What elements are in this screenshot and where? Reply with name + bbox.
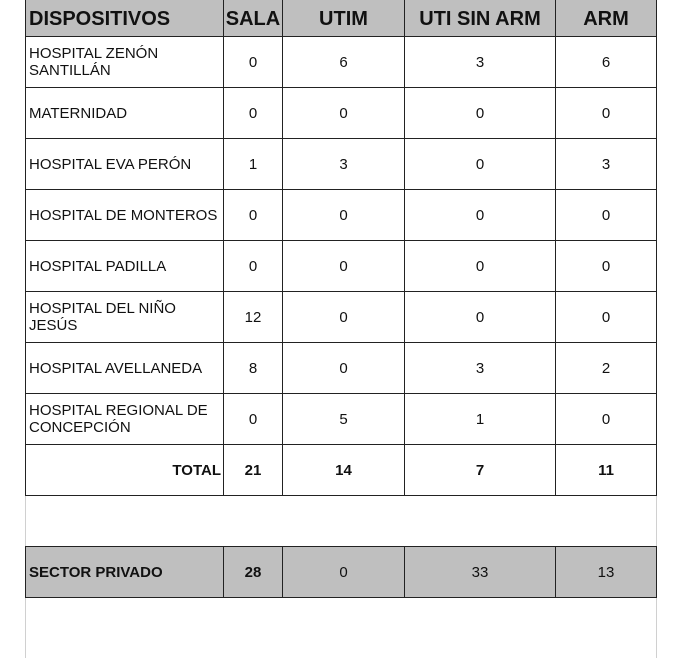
header-dispositivos[interactable]: DISPOSITIVOS <box>26 0 224 37</box>
private-label[interactable]: SECTOR PRIVADO <box>26 547 224 598</box>
total-uti-sin-arm[interactable]: 7 <box>405 445 556 496</box>
cell-arm[interactable]: 6 <box>556 37 657 88</box>
cell-uti-sin-arm[interactable]: 0 <box>405 139 556 190</box>
total-utim[interactable]: 14 <box>283 445 405 496</box>
private-arm[interactable]: 13 <box>556 547 657 598</box>
cell-name[interactable]: HOSPITAL AVELLANEDA <box>26 343 224 394</box>
empty-cell[interactable] <box>26 598 657 658</box>
cell-arm[interactable]: 0 <box>556 394 657 445</box>
cell-uti-sin-arm[interactable]: 0 <box>405 292 556 343</box>
cell-arm[interactable]: 0 <box>556 190 657 241</box>
cell-arm[interactable]: 0 <box>556 292 657 343</box>
cell-utim[interactable]: 0 <box>283 190 405 241</box>
private-uti-sin-arm[interactable]: 33 <box>405 547 556 598</box>
private-utim[interactable]: 0 <box>283 547 405 598</box>
table-row <box>26 88 657 139</box>
cell-name[interactable]: HOSPITAL DEL NIÑO JESÚS <box>26 292 224 343</box>
cell-sala[interactable]: 0 <box>224 37 283 88</box>
cell-sala[interactable]: 8 <box>224 343 283 394</box>
cell-name[interactable]: HOSPITAL DE MONTEROS <box>26 190 224 241</box>
private-sala[interactable]: 28 <box>224 547 283 598</box>
cell-uti-sin-arm[interactable]: 0 <box>405 88 556 139</box>
total-sala[interactable]: 21 <box>224 445 283 496</box>
cell-arm[interactable]: 0 <box>556 241 657 292</box>
header-row <box>26 0 657 37</box>
table-row <box>26 37 657 88</box>
cell-utim[interactable]: 6 <box>283 37 405 88</box>
cell-sala[interactable]: 0 <box>224 241 283 292</box>
table-row <box>26 139 657 190</box>
cell-uti-sin-arm[interactable]: 0 <box>405 190 556 241</box>
cell-arm[interactable]: 2 <box>556 343 657 394</box>
empty-cell[interactable] <box>26 496 657 547</box>
cell-name[interactable]: HOSPITAL REGIONAL DE CONCEPCIÓN <box>26 394 224 445</box>
table-row <box>26 292 657 343</box>
cell-utim[interactable]: 0 <box>283 292 405 343</box>
empty-row <box>26 598 657 658</box>
empty-row <box>26 496 657 547</box>
cell-utim[interactable]: 5 <box>283 394 405 445</box>
cell-utim[interactable]: 3 <box>283 139 405 190</box>
header-arm[interactable]: ARM <box>556 0 657 37</box>
header-sala[interactable]: SALA <box>224 0 283 37</box>
cell-sala[interactable]: 12 <box>224 292 283 343</box>
cell-name[interactable]: HOSPITAL PADILLA <box>26 241 224 292</box>
cell-uti-sin-arm[interactable]: 1 <box>405 394 556 445</box>
total-arm[interactable]: 11 <box>556 445 657 496</box>
cell-utim[interactable]: 0 <box>283 343 405 394</box>
cell-uti-sin-arm[interactable]: 3 <box>405 343 556 394</box>
cell-uti-sin-arm[interactable]: 3 <box>405 37 556 88</box>
cell-arm[interactable]: 3 <box>556 139 657 190</box>
cell-utim[interactable]: 0 <box>283 88 405 139</box>
table-row <box>26 394 657 445</box>
cell-sala[interactable]: 0 <box>224 88 283 139</box>
cell-uti-sin-arm[interactable]: 0 <box>405 241 556 292</box>
table-row <box>26 190 657 241</box>
total-row <box>26 445 657 496</box>
total-label[interactable]: TOTAL <box>26 445 224 496</box>
table-row <box>26 343 657 394</box>
private-sector-row <box>26 547 657 598</box>
table-row <box>26 241 657 292</box>
cell-utim[interactable]: 0 <box>283 241 405 292</box>
hospital-beds-table <box>25 0 657 658</box>
header-uti-sin-arm[interactable]: UTI SIN ARM <box>405 0 556 37</box>
cell-arm[interactable]: 0 <box>556 88 657 139</box>
cell-sala[interactable]: 1 <box>224 139 283 190</box>
cell-sala[interactable]: 0 <box>224 190 283 241</box>
header-utim[interactable]: UTIM <box>283 0 405 37</box>
cell-sala[interactable]: 0 <box>224 394 283 445</box>
cell-name[interactable]: MATERNIDAD <box>26 88 224 139</box>
cell-name[interactable]: HOSPITAL ZENÓN SANTILLÁN <box>26 37 224 88</box>
cell-name[interactable]: HOSPITAL EVA PERÓN <box>26 139 224 190</box>
spreadsheet <box>25 0 657 658</box>
